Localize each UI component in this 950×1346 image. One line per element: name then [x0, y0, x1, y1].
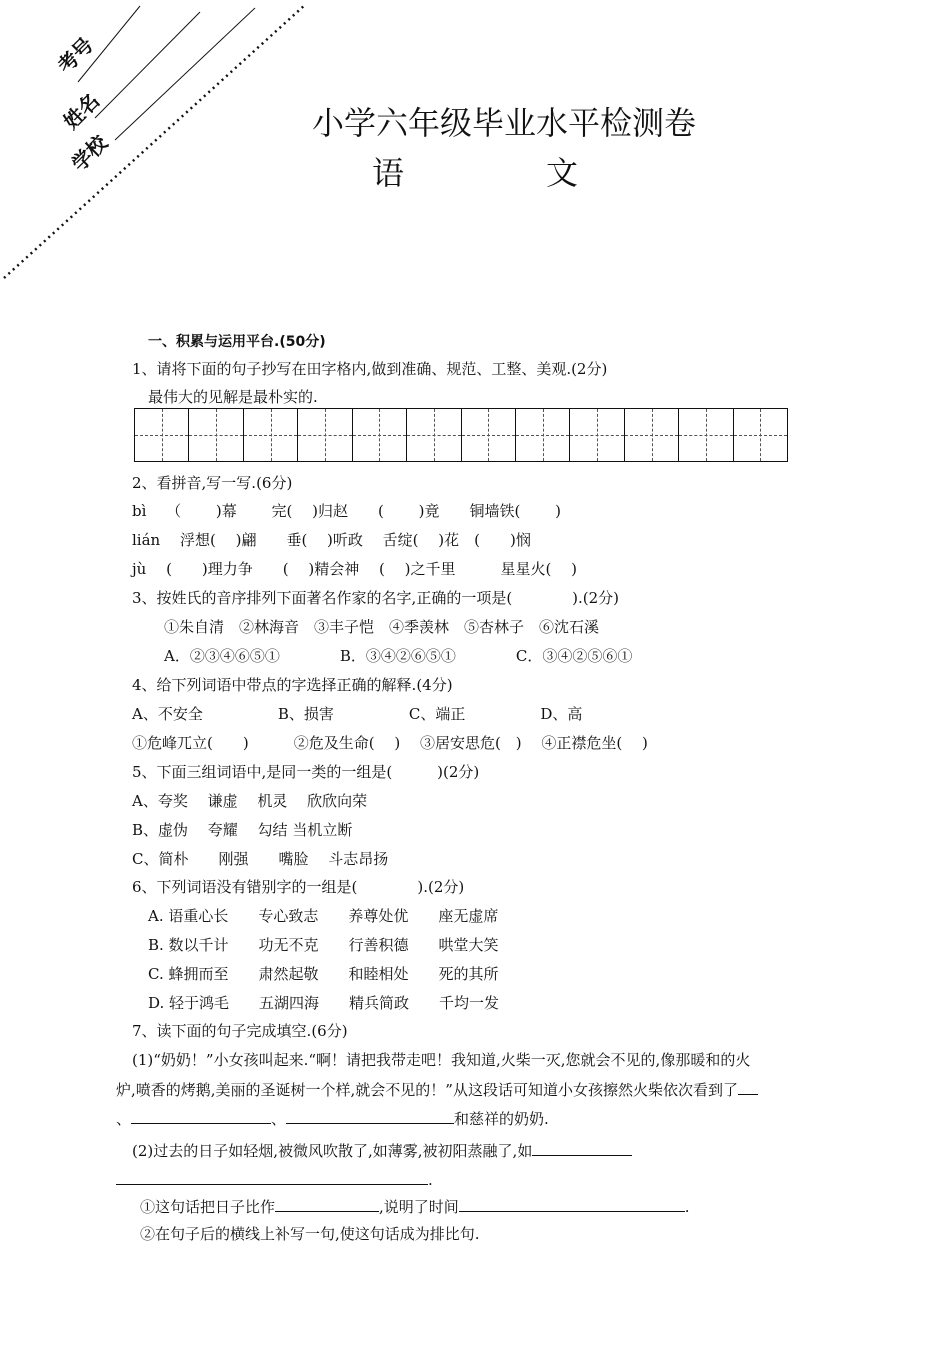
- xingming-underline: [95, 12, 200, 118]
- q2-row-ju: jù ( )理力争 ( )精会神 ( )之千里 星星火( ): [132, 560, 577, 578]
- binding-decor: [0, 0, 330, 290]
- q7-passage-2-end: .: [428, 1171, 433, 1189]
- q1-prompt: 1、请将下面的句子抄写在田字格内,做到准确、规范、工整、美观.(2分): [132, 360, 608, 378]
- q7-passage-1-line2-text: 炉,喷香的烤鹅,美丽的圣诞树一个样,就会不见的！”从这段话可知道小女孩擦然火柴依次看到了: [116, 1081, 738, 1099]
- sep-2: 、: [271, 1110, 287, 1128]
- blank-1b[interactable]: [131, 1107, 271, 1124]
- q2-row-bi: bì （ )幕 完( )归赵 ( )竟 铜墙铁( ): [132, 502, 561, 520]
- blank-2a[interactable]: [532, 1139, 632, 1156]
- q5-option-a: A、夸奖 谦虚 机灵 欣欣向荣: [132, 792, 368, 810]
- blank-3a[interactable]: [275, 1195, 379, 1212]
- blank-1c[interactable]: [286, 1107, 454, 1124]
- q7-sub-1-a: ①这句话把日子比作: [140, 1198, 276, 1216]
- q7-passage-1-line2: [116, 1078, 758, 1100]
- xuexiao-label: 学校: [66, 130, 113, 176]
- q6-prompt: 6、下列词语没有错别字的一组是( ).(2分): [132, 878, 465, 896]
- q7-sub-1-end: .: [684, 1198, 690, 1216]
- q1-sentence: 最伟大的见解是最朴实的.: [148, 388, 318, 406]
- q2-prompt: 2、看拼音,写一写.(6分): [132, 474, 293, 492]
- q6-option-a: A. 语重心长 专心致志 养尊处优 座无虚席: [148, 907, 499, 925]
- q7-passage-1-line3: [116, 1107, 549, 1129]
- q5-option-b: B、虚伪 夸耀 勾结 当机立断: [132, 821, 353, 839]
- writing-grid[interactable]: [134, 408, 788, 462]
- q7-passage-2-line1: [132, 1139, 632, 1161]
- q3-options: A．②③④⑥⑤① B．③④②⑥⑤① C．③④②⑤⑥①: [164, 647, 633, 665]
- q6-option-b: B. 数以千计 功无不克 行善积德 哄堂大笑: [148, 936, 499, 954]
- q7-passage-2-text: (2)过去的日子如轻烟,被微风吹散了,如薄雾,被初阳蒸融了,如: [132, 1142, 533, 1160]
- q7-sub-2: ②在句子后的横线上补写一句,使这句话成为排比句.: [140, 1225, 480, 1243]
- q7-prompt: 7、读下面的句子完成填空.(6分): [132, 1022, 348, 1040]
- q7-passage-2-line2: [116, 1168, 433, 1189]
- q3-names: ①朱自清 ②林海音 ③丰子恺 ④季羡林 ⑤杏林子 ⑥沈石溪: [164, 618, 600, 636]
- q7-passage-1-end: 和慈祥的奶奶.: [454, 1110, 549, 1128]
- q3-prompt: 3、按姓氏的音序排列下面著名作家的名字,正确的一项是( ).(2分): [132, 589, 620, 607]
- blank-2b[interactable]: [116, 1168, 428, 1185]
- q5-prompt: 5、下面三组词语中,是同一类的一组是( )(2分): [132, 763, 480, 781]
- q7-sub-1-b: ,说明了时间: [379, 1198, 459, 1216]
- subject-char-1: 语: [372, 154, 405, 192]
- subject-char-2: 文: [546, 154, 579, 192]
- q7-sub-1: [140, 1195, 690, 1217]
- q4-choices: A、不安全 B、损害 C、端正 D、高: [132, 705, 583, 723]
- section-heading: 一、积累与运用平台.(50分): [148, 334, 326, 350]
- exam-title: 小学六年级毕业水平检测卷: [312, 104, 697, 142]
- blank-1a[interactable]: [738, 1078, 758, 1095]
- dotted-cut-line: [4, 4, 306, 278]
- sep-1: 、: [116, 1110, 132, 1128]
- kaohao-label: 考号: [52, 32, 99, 78]
- q5-option-c: C、简朴 刚强 嘴脸 斗志昂扬: [132, 850, 389, 868]
- q2-row-lian: lián 浮想( )翩 垂( )听政 舌绽( )花 ( )悯: [132, 531, 531, 549]
- q6-option-c: C. 蜂拥而至 肃然起敬 和睦相处 死的其所: [148, 965, 499, 983]
- q7-passage-1-line1: (1)“奶奶！”小女孩叫起来.“啊！请把我带走吧！我知道,火柴一灭,您就会不见的,像那暖和的火: [132, 1051, 751, 1069]
- q6-option-d: D. 轻于鸿毛 五湖四海 精兵简政 千均一发: [148, 994, 500, 1012]
- blank-3b[interactable]: [459, 1195, 685, 1212]
- q4-prompt: 4、给下列词语中带点的字选择正确的解释.(4分): [132, 676, 453, 694]
- q4-items: ①危峰兀立( ) ②危及生命( ) ③居安思危( ) ④正襟危坐( ): [132, 734, 648, 752]
- xingming-label: 姓名: [58, 88, 105, 134]
